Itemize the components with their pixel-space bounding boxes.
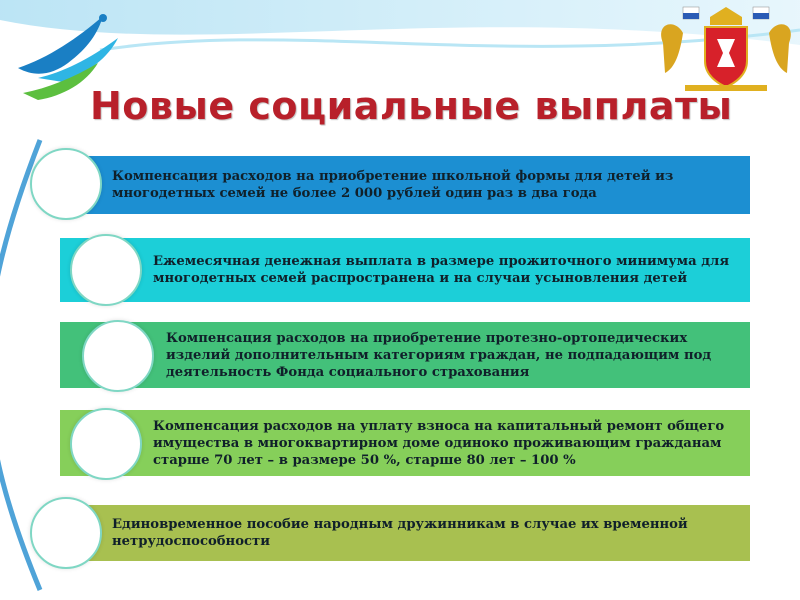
list-item-1 bbox=[60, 156, 750, 214]
list-item-4-text: Компенсация расходов на уплату взноса на капитальный ремонт общего имущества в многоквартирном доме одиноко проживающим гражданам старше 70 лет – в размере 50 %, старше 80 лет – 100 % bbox=[153, 418, 725, 468]
list-item-3 bbox=[60, 322, 750, 388]
list-item-4 bbox=[60, 410, 750, 476]
list-item-3-bullet bbox=[82, 320, 154, 392]
list-item-4-bullet bbox=[70, 408, 142, 480]
list-item-5 bbox=[60, 505, 750, 561]
list-item-2-text: Ежемесячная денежная выплата в размере прожиточного минимума для многодетных семей распространена и на случаи усыновления детей bbox=[153, 254, 730, 286]
list-item-2-bullet bbox=[70, 234, 142, 306]
list-item-2 bbox=[60, 238, 750, 302]
list-item-1-bullet bbox=[30, 148, 102, 220]
coat-of-arms-icon bbox=[655, 3, 797, 95]
page-title: Новые социальные выплаты bbox=[90, 84, 733, 128]
list-item-5-bullet bbox=[30, 497, 102, 569]
list-item-5-text: Единовременное пособие народным дружинникам в случае их временной нетрудоспособности bbox=[112, 517, 688, 549]
list-item-1-text: Компенсация расходов на приобретение школьной формы для детей из многодетных семей не более 2 000 рублей один раз в два года bbox=[112, 169, 674, 201]
list-item-3-text: Компенсация расходов на приобретение протезно-ортопедических изделий дополнительным категориям граждан, не подпадающим под деятельность Фонда социального страхования bbox=[166, 330, 712, 380]
